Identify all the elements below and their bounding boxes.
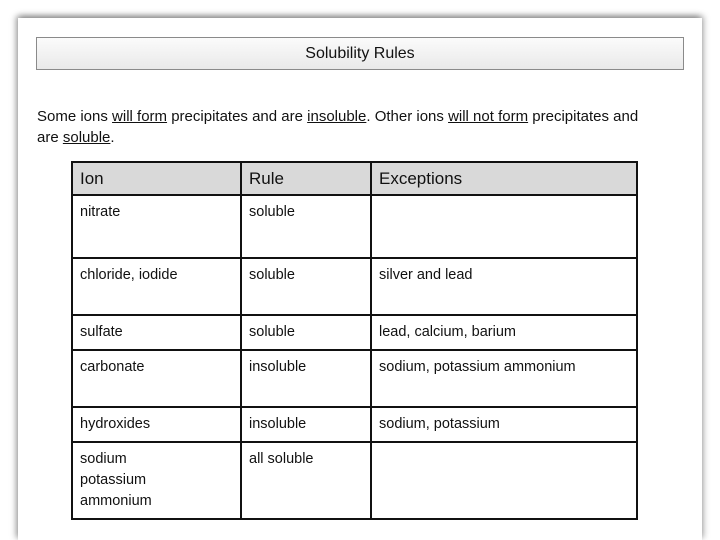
solubility-table: [71, 161, 638, 520]
header-exceptions: Exceptions: [371, 162, 637, 195]
intro-emphasis: insoluble: [307, 108, 367, 125]
table-row: [72, 350, 637, 407]
header-rule: Rule: [241, 162, 371, 195]
cell-ion: nitrate: [72, 195, 241, 258]
header-ion: Ion: [72, 162, 241, 195]
cell-exceptions: sodium, potassium ammonium: [371, 350, 637, 407]
cell-ion: carbonate: [72, 350, 241, 407]
cell-ion: chloride, iodide: [72, 258, 241, 315]
intro-text: .: [110, 129, 115, 146]
table-row: [72, 258, 637, 315]
intro-text: . Other ions: [366, 108, 449, 125]
table-row: [72, 195, 637, 258]
cell-exceptions: [371, 442, 637, 519]
cell-ion: sodium potassium ammonium: [72, 442, 241, 519]
intro-emphasis: soluble: [62, 129, 111, 146]
intro-paragraph: [37, 106, 657, 148]
cell-exceptions: sodium, potassium: [371, 407, 637, 442]
slide-title-bar: [36, 37, 684, 70]
cell-rule: soluble: [241, 315, 371, 350]
intro-emphasis: will form: [112, 108, 168, 125]
intro-text: Some ions: [37, 108, 113, 125]
cell-ion: hydroxides: [72, 407, 241, 442]
cell-rule: all soluble: [241, 442, 371, 519]
cell-rule: insoluble: [241, 407, 371, 442]
cell-exceptions: silver and lead: [371, 258, 637, 315]
cell-rule: soluble: [241, 195, 371, 258]
slide-title: Solubility Rules: [305, 44, 415, 62]
cell-exceptions: [371, 195, 637, 258]
intro-text: precipitates and are: [167, 108, 308, 125]
table-header-row: [72, 162, 637, 195]
intro-emphasis: will not form: [448, 108, 529, 125]
cell-rule: insoluble: [241, 350, 371, 407]
cell-ion: sulfate: [72, 315, 241, 350]
table-row: [72, 442, 637, 519]
cell-rule: soluble: [241, 258, 371, 315]
table-row: [72, 315, 637, 350]
cell-exceptions: lead, calcium, barium: [371, 315, 637, 350]
table-row: [72, 407, 637, 442]
intro-text: precipitates and are: [37, 108, 639, 146]
